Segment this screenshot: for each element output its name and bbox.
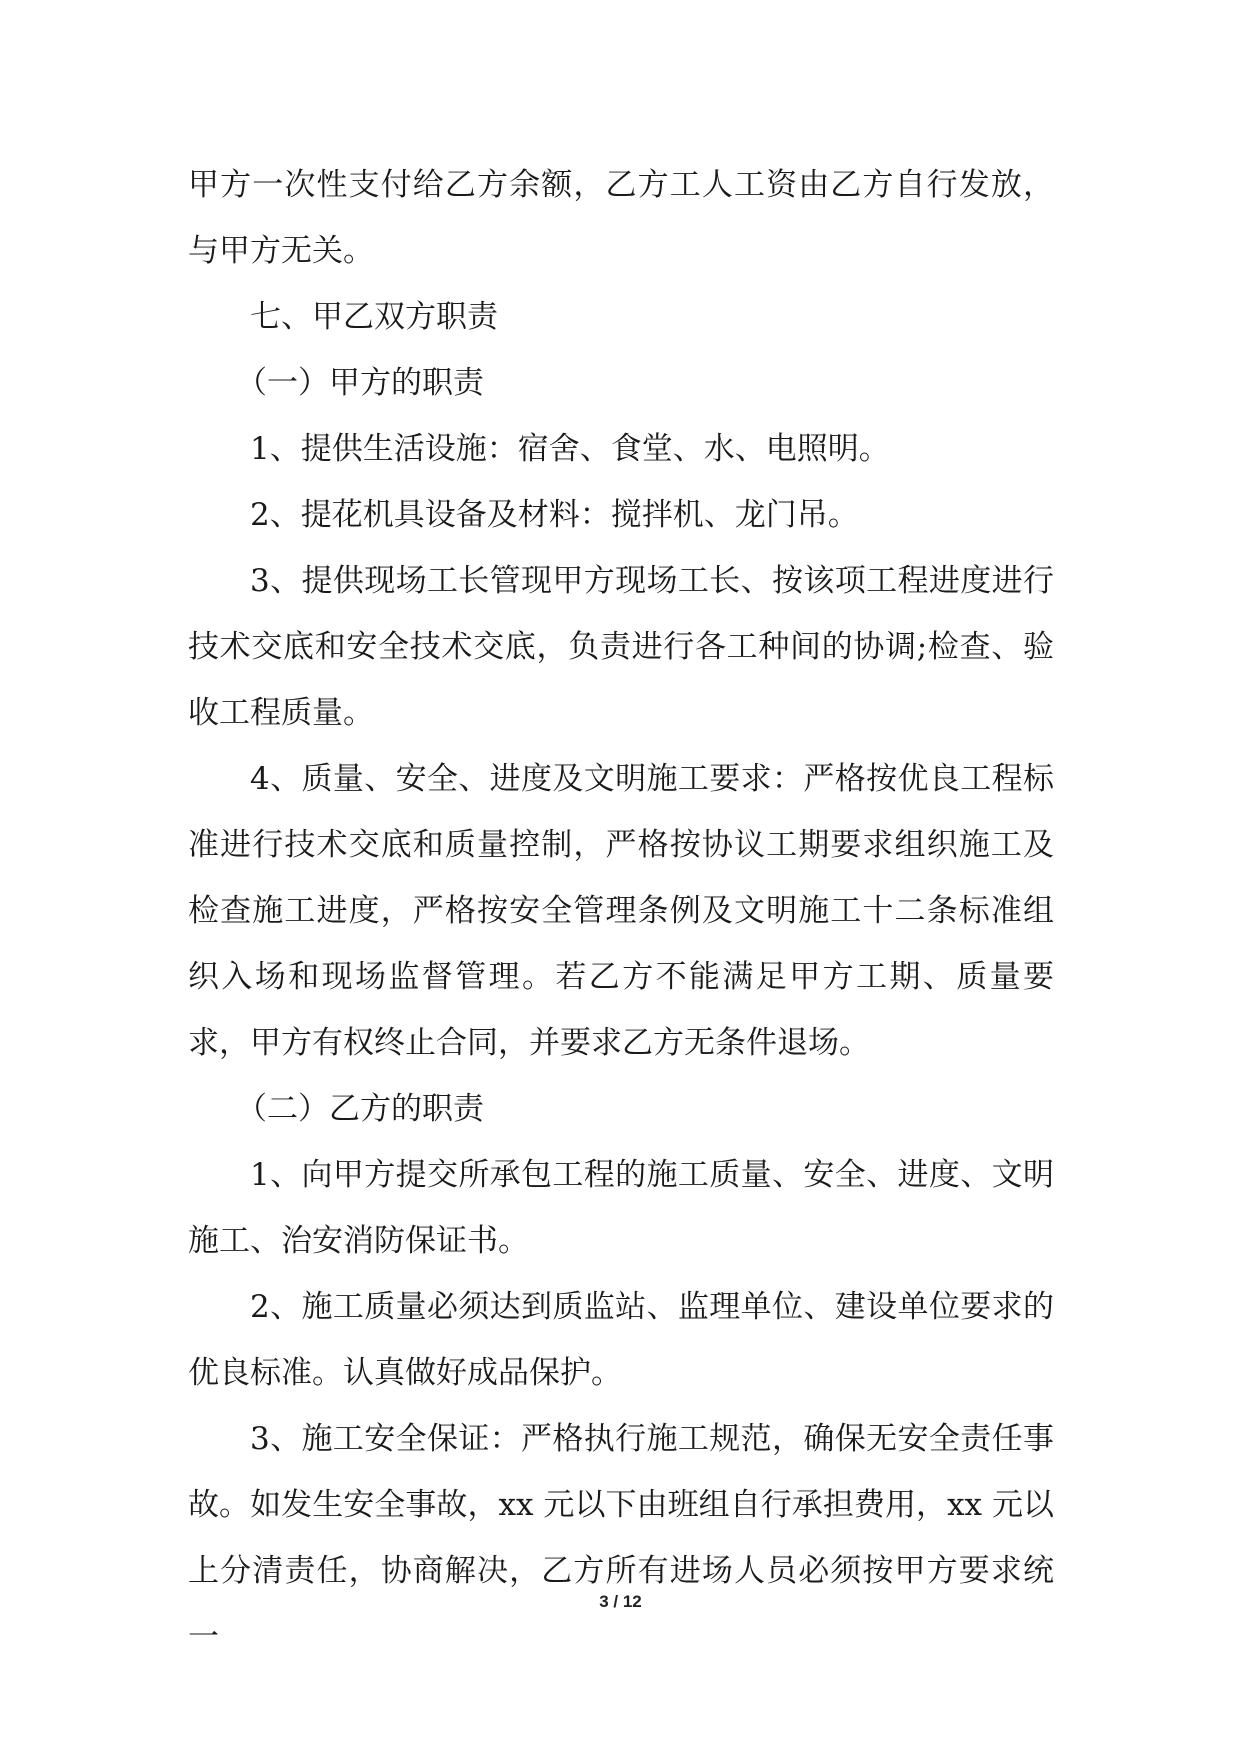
paragraph-party-a-item-1: 1、提供生活设施：宿舍、食堂、水、电照明。	[250, 431, 890, 467]
paragraph-party-a-item-3: 3、提供现场工长管现甲方现场工长、按该项工程进度进行技术交底和安全技术交底，负责进行各工种间的协调;检查、验收工程质量。	[188, 563, 1054, 731]
paragraph-party-a-item-2: 2、提花机具设备及材料：搅拌机、龙门吊。	[250, 497, 859, 533]
paragraph-party-b-item-2: 2、施工质量必须达到质监站、监理单位、建设单位要求的优良标准。认真做好成品保护。	[188, 1289, 1054, 1391]
paragraph-payment: 甲方一次性支付给乙方余额，乙方工人工资由乙方自行发放，与甲方无关。	[188, 167, 1054, 269]
paragraph-party-a-item-4: 4、质量、安全、进度及文明施工要求：严格按优良工程标准进行技术交底和质量控制，严格按协议工期要求组织施工及检查施工进度，严格按安全管理条例及文明施工十二条标准组织入场和现场监督管理。若乙方不能满足甲方工期、质量要求，甲方有权终止合同，并要求乙方无条件退场。	[188, 761, 1054, 1061]
paragraph-party-b-item-3: 3、施工安全保证：严格执行施工规范，确保无安全责任事故。如发生安全事故，xx 元以下由班组自行承担费用，xx 元以上分清责任，协商解决，乙方所有进场人员必须按甲方要求统一	[188, 1421, 1054, 1655]
document-body	[188, 152, 1054, 1670]
paragraph-party-b-item-1: 1、向甲方提交所承包工程的施工质量、安全、进度、文明施工、治安消防保证书。	[188, 1157, 1054, 1259]
section-heading-responsibilities: 七、甲乙双方职责	[250, 299, 498, 335]
subsection-heading-party-b: （二）乙方的职责	[236, 1091, 484, 1127]
subsection-heading-party-a: （一）甲方的职责	[236, 365, 484, 401]
page-number: 3 / 12	[599, 1592, 642, 1611]
